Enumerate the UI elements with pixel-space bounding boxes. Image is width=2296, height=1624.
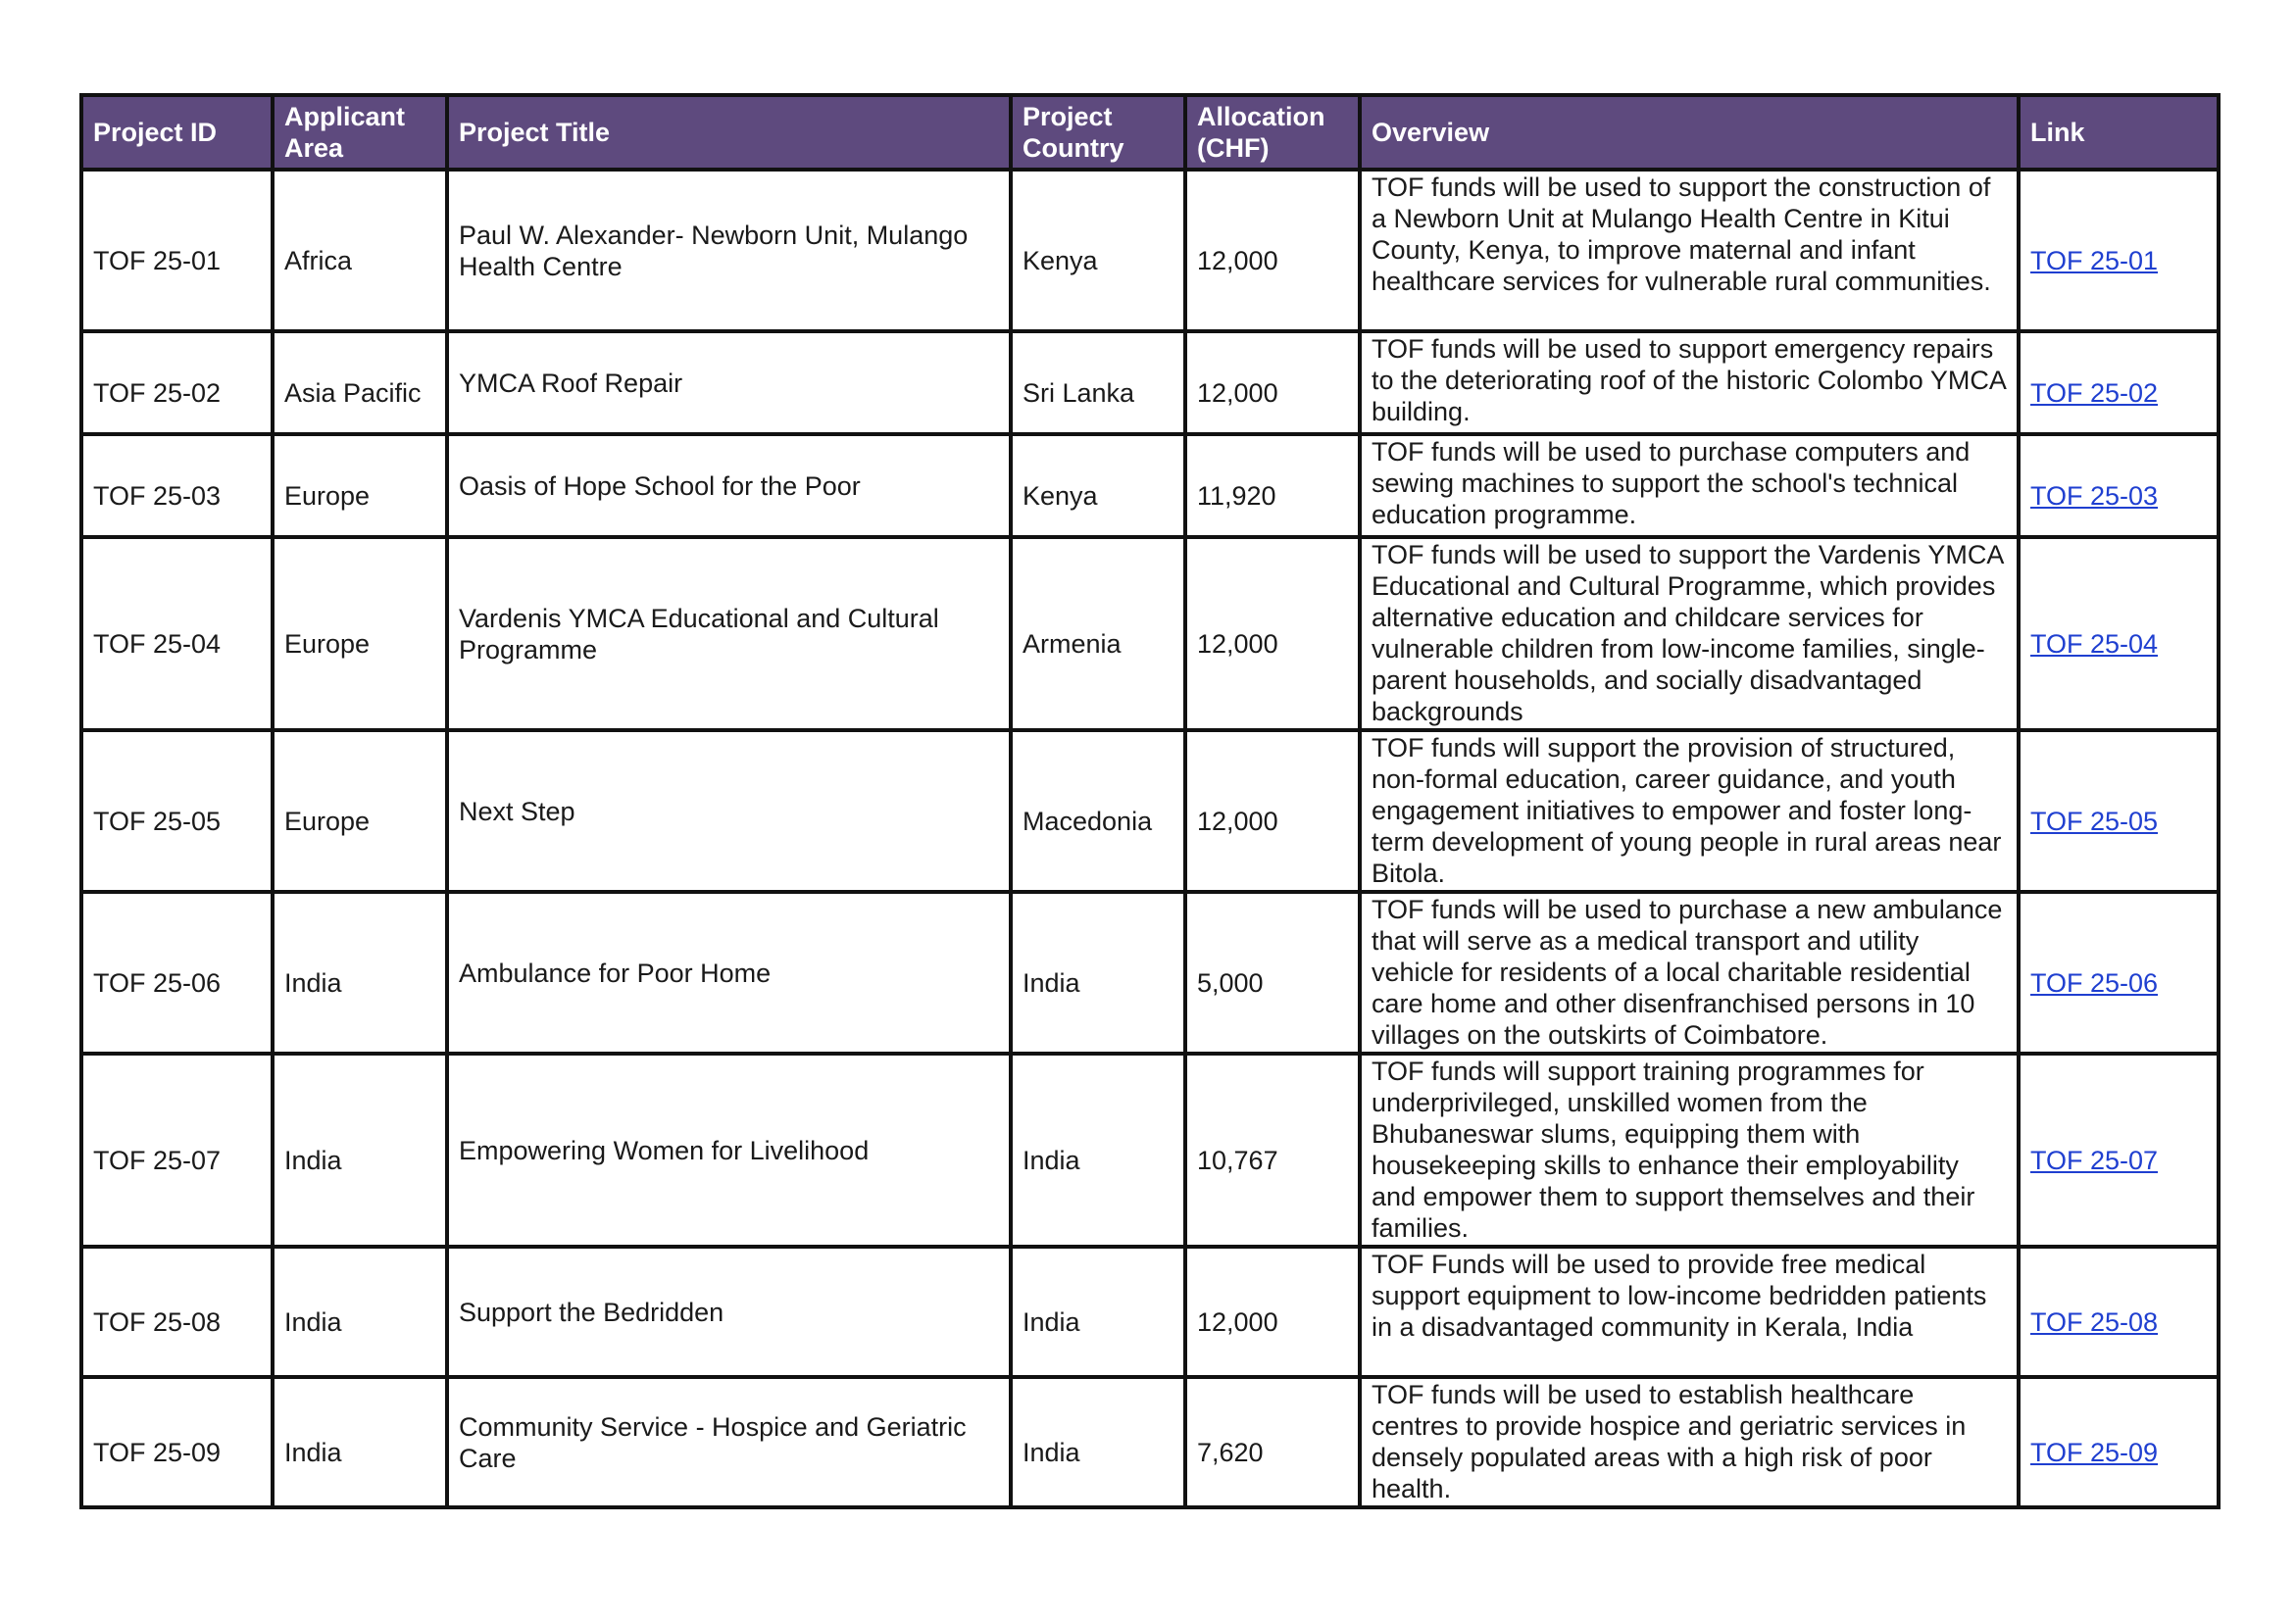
applicant-area-cell: Asia Pacific (273, 331, 447, 434)
overview-cell: TOF funds will be used to establish healthcare centres to provide hospice and geriatric services in densely populated areas with a high risk of poor health. (1360, 1377, 2019, 1507)
overview-cell: TOF funds will be used to support the Vardenis YMCA Educational and Cultural Programme, which provides alternative education and childcare services for vulnerable children from low-income families, single-parent households, and socially disadvantaged backgrounds (1360, 537, 2019, 730)
overview-cell: TOF funds will be used to support the construction of a Newborn Unit at Mulango Health Centre in Kitui County, Kenya, to improve maternal and infant healthcare services for vulnerable rural communities. (1360, 170, 2019, 331)
header-applicant-area: Applicant Area (273, 95, 447, 170)
project-id-cell: TOF 25-05 (81, 730, 273, 892)
project-link[interactable]: TOF 25-09 (2030, 1437, 2159, 1467)
applicant-area-cell: Europe (273, 434, 447, 537)
link-cell (2019, 892, 2219, 1054)
overview-cell: TOF funds will support the provision of structured, non-formal education, career guidance, and youth engagement initiatives to empower and foster long-term development of young people in rural areas near Bitola. (1360, 730, 2019, 892)
allocation-cell: 12,000 (1185, 1247, 1360, 1377)
header-overview: Overview (1360, 95, 2019, 170)
link-cell (2019, 1377, 2219, 1507)
project-link[interactable]: TOF 25-02 (2030, 377, 2159, 408)
table-row (81, 537, 2219, 730)
overview-cell: TOF funds will support training programmes for underprivileged, unskilled women from the Bhubaneswar slums, equipping them with housekeeping skills to enhance their employability and empower them to support themselves and their families. (1360, 1054, 2019, 1247)
header-project-title: Project Title (447, 95, 1011, 170)
allocation-cell: 12,000 (1185, 537, 1360, 730)
link-cell (2019, 537, 2219, 730)
project-link[interactable]: TOF 25-03 (2030, 480, 2159, 511)
table-header-row (81, 95, 2219, 170)
overview-cell: TOF funds will be used to purchase computers and sewing machines to support the school's technical education programme. (1360, 434, 2019, 537)
project-link[interactable]: TOF 25-01 (2030, 245, 2159, 275)
project-link[interactable]: TOF 25-05 (2030, 806, 2159, 836)
link-cell (2019, 434, 2219, 537)
project-country-cell: Sri Lanka (1011, 331, 1185, 434)
project-title-cell: Ambulance for Poor Home (447, 892, 1011, 1054)
project-country-cell: Macedonia (1011, 730, 1185, 892)
project-country-cell: India (1011, 1377, 1185, 1507)
applicant-area-cell: Europe (273, 537, 447, 730)
table-row (81, 1377, 2219, 1507)
project-country-cell: Kenya (1011, 434, 1185, 537)
header-allocation: Allocation (CHF) (1185, 95, 1360, 170)
table-row (81, 170, 2219, 331)
allocation-cell: 12,000 (1185, 170, 1360, 331)
applicant-area-cell: India (273, 1247, 447, 1377)
allocation-cell: 12,000 (1185, 730, 1360, 892)
table-row (81, 1247, 2219, 1377)
project-country-cell: India (1011, 1054, 1185, 1247)
project-country-cell: India (1011, 892, 1185, 1054)
project-link[interactable]: TOF 25-07 (2030, 1145, 2159, 1175)
header-project-country: Project Country (1011, 95, 1185, 170)
project-id-cell: TOF 25-09 (81, 1377, 273, 1507)
project-title-cell: Oasis of Hope School for the Poor (447, 434, 1011, 537)
applicant-area-cell: India (273, 892, 447, 1054)
projects-table (79, 93, 2221, 1509)
applicant-area-cell: Africa (273, 170, 447, 331)
project-title-cell: Empowering Women for Livelihood (447, 1054, 1011, 1247)
projects-table-container (79, 93, 2217, 1509)
overview-cell: TOF Funds will be used to provide free medical support equipment to low-income bedridden patients in a disadvantaged community in Kerala, India (1360, 1247, 2019, 1377)
project-title-cell: Community Service - Hospice and Geriatric Care (447, 1377, 1011, 1507)
project-id-cell: TOF 25-07 (81, 1054, 273, 1247)
table-row (81, 892, 2219, 1054)
header-link: Link (2019, 95, 2219, 170)
project-title-cell: Next Step (447, 730, 1011, 892)
project-link[interactable]: TOF 25-06 (2030, 967, 2159, 998)
project-id-cell: TOF 25-02 (81, 331, 273, 434)
table-row (81, 730, 2219, 892)
applicant-area-cell: Europe (273, 730, 447, 892)
project-id-cell: TOF 25-08 (81, 1247, 273, 1377)
applicant-area-cell: India (273, 1054, 447, 1247)
project-link[interactable]: TOF 25-04 (2030, 628, 2159, 659)
allocation-cell: 5,000 (1185, 892, 1360, 1054)
allocation-cell: 11,920 (1185, 434, 1360, 537)
header-project-id: Project ID (81, 95, 273, 170)
project-title-cell: Paul W. Alexander- Newborn Unit, Mulango Health Centre (447, 170, 1011, 331)
link-cell (2019, 331, 2219, 434)
project-country-cell: India (1011, 1247, 1185, 1377)
overview-cell: TOF funds will be used to support emergency repairs to the deteriorating roof of the historic Colombo YMCA building. (1360, 331, 2019, 434)
link-cell (2019, 1247, 2219, 1377)
project-id-cell: TOF 25-03 (81, 434, 273, 537)
project-link[interactable]: TOF 25-08 (2030, 1306, 2159, 1337)
project-title-cell: Support the Bedridden (447, 1247, 1011, 1377)
project-country-cell: Armenia (1011, 537, 1185, 730)
applicant-area-cell: India (273, 1377, 447, 1507)
allocation-cell: 12,000 (1185, 331, 1360, 434)
project-id-cell: TOF 25-06 (81, 892, 273, 1054)
overview-cell: TOF funds will be used to purchase a new ambulance that will serve as a medical transport and utility vehicle for residents of a local charitable residential care home and other disenfranchised persons in 10 villages on the outskirts of Coimbatore. (1360, 892, 2019, 1054)
table-row (81, 434, 2219, 537)
project-id-cell: TOF 25-04 (81, 537, 273, 730)
table-row (81, 1054, 2219, 1247)
project-title-cell: YMCA Roof Repair (447, 331, 1011, 434)
project-country-cell: Kenya (1011, 170, 1185, 331)
table-row (81, 331, 2219, 434)
project-id-cell: TOF 25-01 (81, 170, 273, 331)
link-cell (2019, 730, 2219, 892)
project-title-cell: Vardenis YMCA Educational and Cultural Programme (447, 537, 1011, 730)
link-cell (2019, 1054, 2219, 1247)
link-cell (2019, 170, 2219, 331)
allocation-cell: 7,620 (1185, 1377, 1360, 1507)
allocation-cell: 10,767 (1185, 1054, 1360, 1247)
